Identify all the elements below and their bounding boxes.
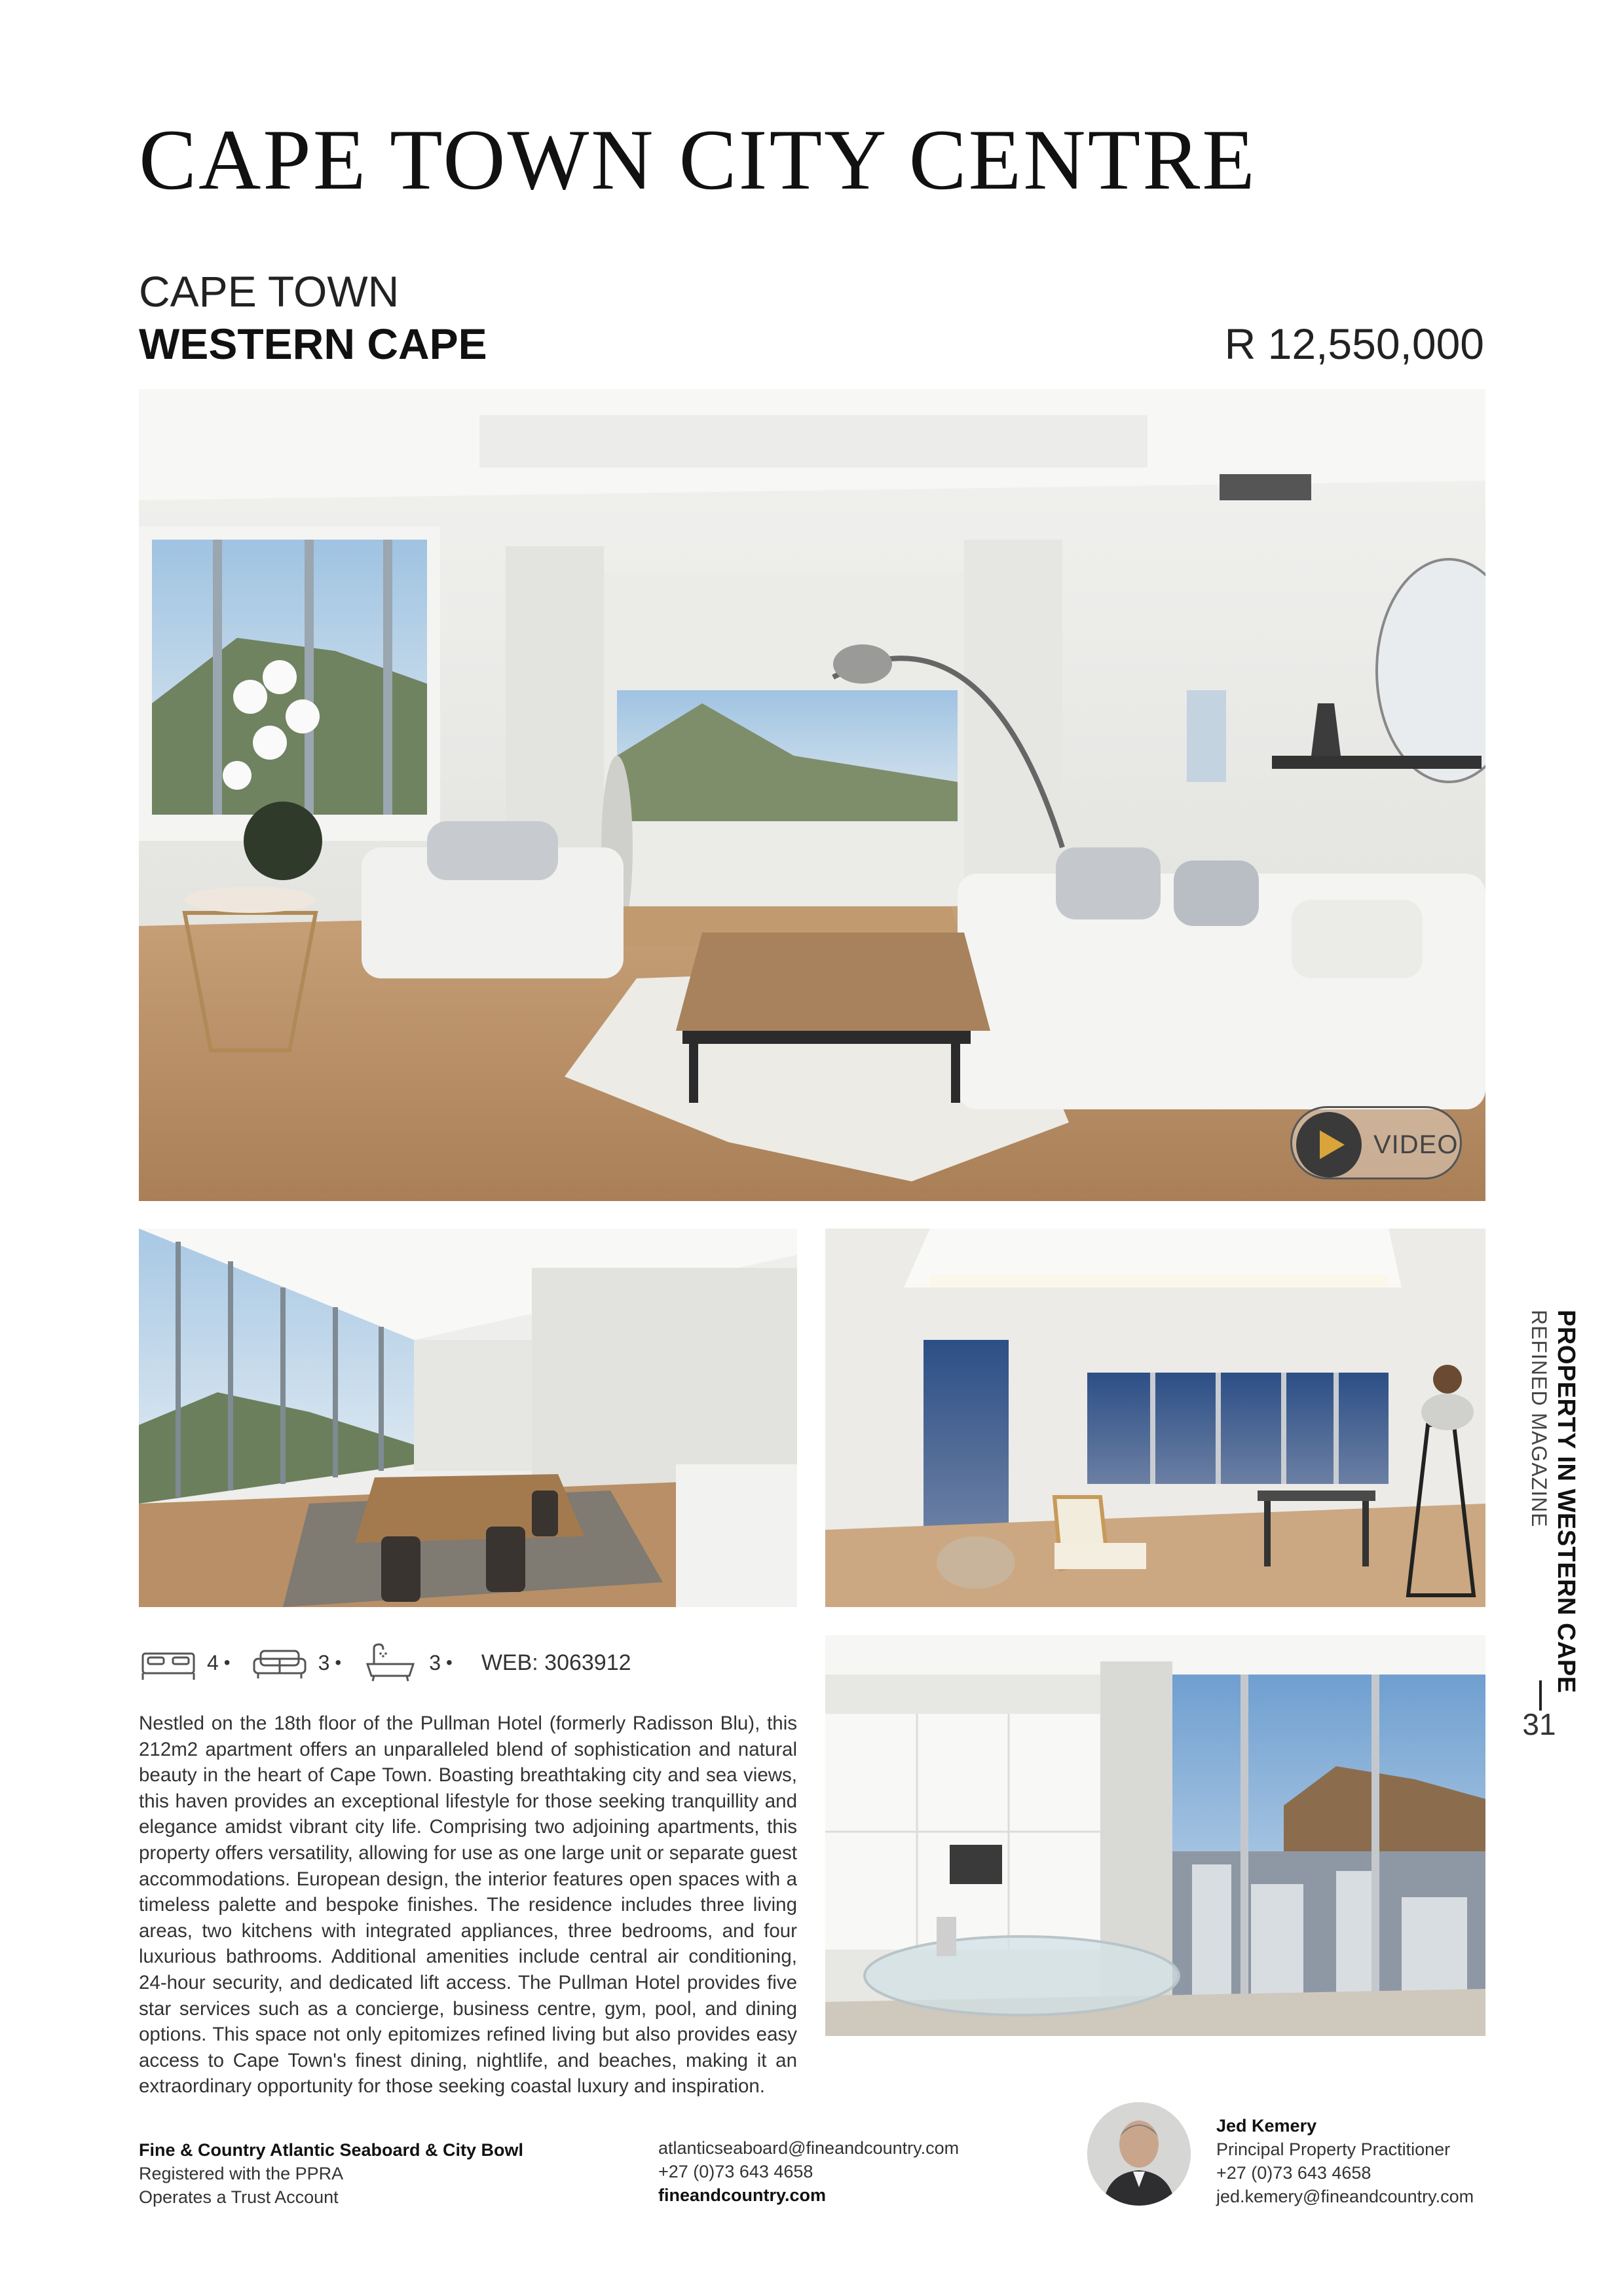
dining-room-photo <box>139 1229 797 1607</box>
video-play-button[interactable] <box>1290 1106 1462 1179</box>
property-features <box>139 1640 631 1686</box>
bathrooms-feature <box>361 1642 453 1684</box>
office-info <box>139 2138 523 2209</box>
office-contact <box>658 2136 959 2207</box>
property-price: R 12,550,000 <box>1224 320 1484 368</box>
bath-icon <box>361 1642 420 1684</box>
video-label: VIDEO <box>1373 1130 1459 1159</box>
sofa-icon <box>250 1642 309 1684</box>
agent-info <box>1216 2114 1474 2208</box>
sidebar-section-label <box>1527 1310 1580 1694</box>
living-areas-separator: • <box>335 1652 342 1673</box>
office-phone[interactable]: +27 (0)73 643 4658 <box>658 2162 813 2181</box>
living-areas-feature <box>250 1642 342 1684</box>
sidebar-subtitle: REFINED MAGAZINE <box>1527 1310 1551 1528</box>
agent-avatar <box>1087 2102 1191 2206</box>
bedrooms-count: 4 <box>207 1650 219 1675</box>
agent-name: Jed Kemery <box>1216 2116 1317 2136</box>
location-region: WESTERN CAPE <box>139 320 487 368</box>
agent-phone[interactable]: +27 (0)73 643 4658 <box>1216 2163 1371 2183</box>
study-lounge-photo <box>825 1229 1485 1607</box>
office-trust-account: Operates a Trust Account <box>139 2187 339 2207</box>
bathrooms-separator: • <box>446 1652 453 1673</box>
web-reference: WEB: 3063912 <box>481 1650 631 1675</box>
bed-icon <box>139 1642 198 1684</box>
page-number: 31 <box>1522 1707 1556 1741</box>
bedrooms-feature <box>139 1642 231 1684</box>
living-areas-count: 3 <box>318 1650 330 1675</box>
office-email-link[interactable]: atlanticseaboard@fineandcountry.com <box>658 2138 960 2158</box>
kitchen-dining-view-photo <box>825 1635 1485 2036</box>
play-icon <box>1296 1112 1362 1177</box>
sidebar-title: PROPERTY IN WESTERN CAPE <box>1552 1310 1580 1694</box>
bedrooms-separator: • <box>223 1652 231 1673</box>
location-city: CAPE TOWN <box>139 267 400 316</box>
agent-role: Principal Property Practitioner <box>1216 2139 1451 2159</box>
property-description: Nestled on the 18th floor of the Pullman Hotel (formerly Radisson Blu), this 212m2 apartment offers an unparalleled blend of sophistication and natural beauty in the heart of Cape Town. Boasting breathtaking city and sea views, this haven provides an exceptional lifestyle for those seeking tranquillity and elegance amidst vibrant city life. Comprising two adjoining apartments, this property offers versatility, allowing for use as one large unit or separate guest accommodations. European design, the interior features open spaces with a timeless palette and bespoke finishes. The residence includes three living areas, two kitchens with integrated appliances, three bedrooms, and four luxurious bathrooms. Additional amenities include central air conditioning, 24-hour security, and dedicated lift access. The Pullman Hotel provides five star services such as a concierge, business centre, gym, pool, and dining options. This space not only epitomizes refined living but also provides easy access to Cape Town's finest dining, nightlife, and beaches, making it an extraordinary opportunity for those seeking coastal luxury and inspiration. <box>139 1713 797 2098</box>
office-registration: Registered with the PPRA <box>139 2164 344 2183</box>
office-website-link[interactable]: fineandcountry.com <box>658 2185 827 2205</box>
page-title: CAPE TOWN CITY CENTRE <box>139 111 1257 208</box>
bathrooms-count: 3 <box>429 1650 441 1675</box>
main-living-room-photo <box>139 389 1485 1201</box>
agent-email-link[interactable]: jed.kemery@fineandcountry.com <box>1216 2187 1474 2206</box>
office-name: Fine & Country Atlantic Seaboard & City Bowl <box>139 2140 524 2160</box>
